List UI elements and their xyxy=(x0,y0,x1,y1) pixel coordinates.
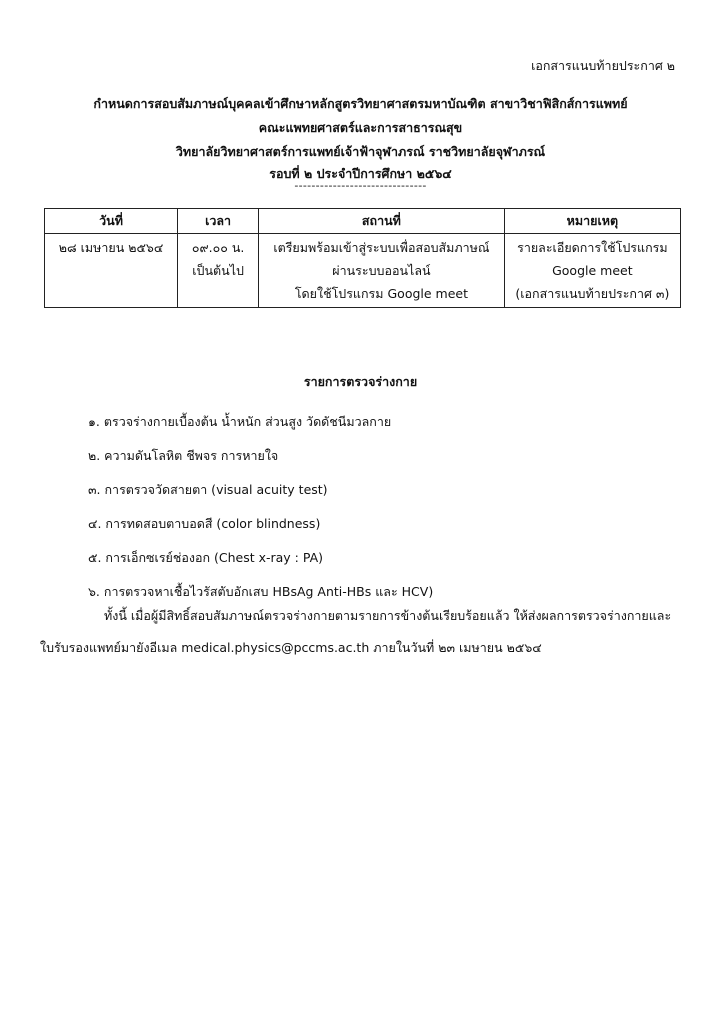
date-text: ๒๘ เมษายน ๒๕๖๔ xyxy=(58,240,164,255)
cell-place xyxy=(259,234,505,308)
closing-paragraph-line-1: ทั้งนี้ เมื่อผู้มีสิทธิ์สอบสัมภาษณ์ตรวจร่างกายตามรายการข้างต้นเรียบร้อยแล้ว ให้ส่งผลการตรวจร่างกายและ xyxy=(104,608,672,623)
attachment-note: เอกสารแนบท้ายประกาศ ๒ xyxy=(531,58,675,73)
note-line-2: Google meet xyxy=(552,263,633,278)
table-header-row xyxy=(45,209,681,234)
time-line-1: ๐๙.๐๐ น. xyxy=(191,240,245,255)
exam-section-title: รายการตรวจร่างกาย xyxy=(303,374,418,389)
exam-list xyxy=(88,412,433,616)
list-item: ๖. การตรวจหาเชื้อไวรัสตับอักเสบ HBsAg Anti-HBs และ HCV) xyxy=(88,584,434,599)
schedule-table xyxy=(44,208,681,308)
place-line-1: เตรียมพร้อมเข้าสู่ระบบเพื่อสอบสัมภาษณ์ xyxy=(273,240,490,255)
header-time: เวลา xyxy=(178,209,259,234)
list-item: ๑. ตรวจร่างกายเบื้องต้น น้ำหนัก ส่วนสูง วัดดัชนีมวลกาย xyxy=(88,414,392,429)
heading-line-4: รอบที่ ๒ ประจำปีการศึกษา ๒๕๖๔ xyxy=(269,166,452,181)
heading-separator: ------------------------------- xyxy=(294,179,427,192)
place-line-3: โดยใช้โปรแกรม Google meet xyxy=(294,286,468,301)
note-line-1: รายละเอียดการใช้โปรแกรม xyxy=(517,240,668,255)
list-item: ๔. การทดสอบตาบอดสี (color blindness) xyxy=(88,516,321,531)
list-item: ๒. ความดันโลหิต ชีพจร การหายใจ xyxy=(88,448,279,463)
cell-time xyxy=(178,234,259,308)
time-line-2: เป็นต้นไป xyxy=(192,263,244,278)
closing-paragraph-line-2: ใบรับรองแพทย์มายังอีเมล medical.physics@pccms.ac.th ภายในวันที่ ๒๓ เมษายน ๒๕๖๔ xyxy=(40,640,542,655)
note-line-3: (เอกสารแนบท้ายประกาศ ๓) xyxy=(515,286,670,301)
list-item: ๓. การตรวจวัดสายตา (visual acuity test) xyxy=(88,482,328,497)
table-row xyxy=(45,234,681,308)
place-line-2: ผ่านระบบออนไลน์ xyxy=(332,263,431,278)
header-date: วันที่ xyxy=(45,209,178,234)
heading-line-1: กำหนดการสอบสัมภาษณ์บุคคลเข้าศึกษาหลักสูตรวิทยาศาสตรมหาบัณฑิต สาขาวิชาฟิสิกส์การแพทย์ xyxy=(93,96,628,111)
header-note: หมายเหตุ xyxy=(504,209,680,234)
heading-line-2: คณะแพทยศาสตร์และการสาธารณสุข xyxy=(258,120,463,135)
heading-line-3: วิทยาลัยวิทยาศาสตร์การแพทย์เจ้าฟ้าจุฬาภรณ์ ราชวิทยาลัยจุฬาภรณ์ xyxy=(175,144,546,159)
list-item: ๕. การเอ็กซเรย์ช่องอก (Chest x-ray : PA) xyxy=(88,550,324,565)
header-place: สถานที่ xyxy=(259,209,505,234)
cell-date xyxy=(45,234,178,308)
cell-note xyxy=(504,234,680,308)
